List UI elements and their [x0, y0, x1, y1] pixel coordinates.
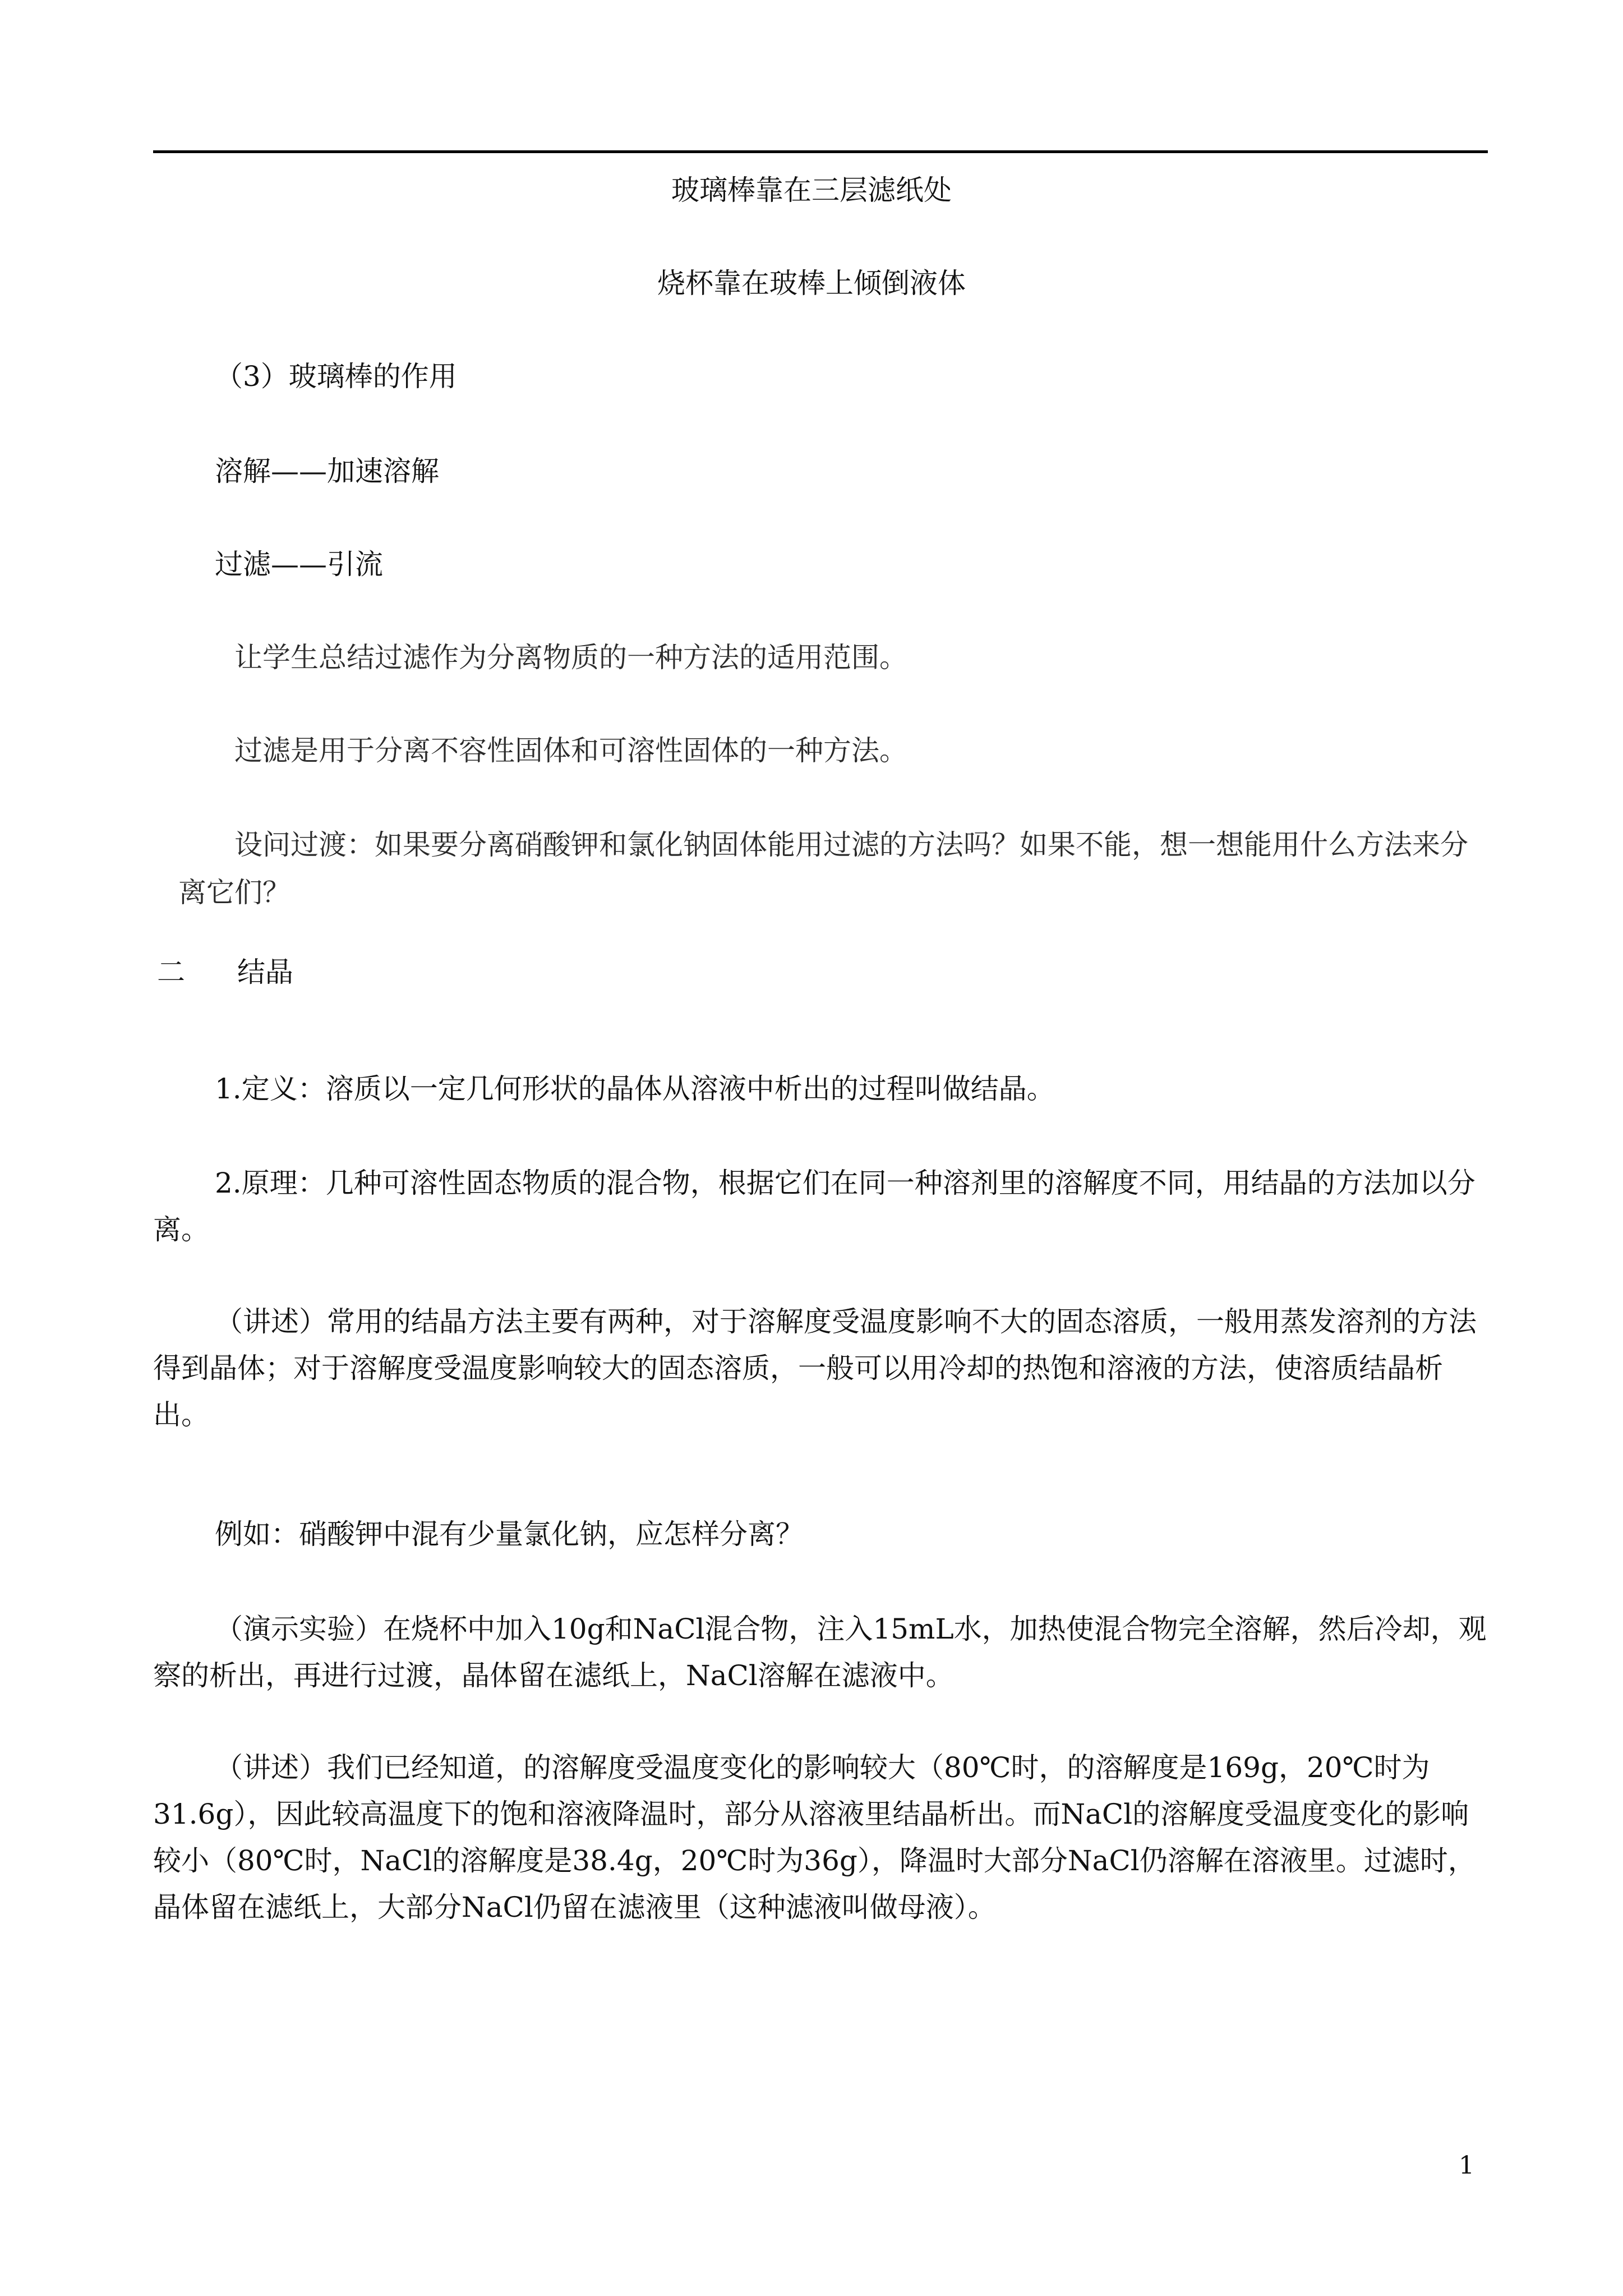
header-rule	[153, 150, 1488, 153]
paragraph: 2.原理：几种可溶性固态物质的混合物，根据它们在同一种溶剂里的溶解度不同，用结晶的方法加以分离。	[153, 1167, 1476, 1246]
text-line: 离它们？	[178, 876, 291, 909]
text-line: 溶解——加速溶解	[215, 455, 439, 487]
section-number: 二	[157, 956, 185, 988]
subheading: （3）玻璃棒的作用	[215, 360, 457, 393]
text-line: 设问过渡：如果要分离硝酸钾和氯化钠固体能用过滤的方法吗？如果不能，想一想能用什么方法来分	[234, 829, 1468, 861]
text-line: 玻璃棒靠在三层滤纸处	[671, 174, 952, 206]
text-line: 过滤是用于分离不容性固体和可溶性固体的一种方法。	[234, 734, 907, 767]
section-title: 结晶	[237, 956, 293, 988]
text-line: 烧杯靠在玻棒上倾倒液体	[657, 267, 966, 300]
paragraph: 1.定义：溶质以一定几何形状的晶体从溶液中析出的过程叫做结晶。	[215, 1073, 1055, 1105]
paragraph: （讲述）我们已经知道，的溶解度受温度变化的影响较大（80℃时，的溶解度是169g，20℃时为31.6g），因此较高温度下的饱和溶液降温时，部分从溶液里结晶析出。而NaCl的溶解度受温度变化的影响较小（80℃时，NaCl的溶解度是38.4g，20℃时为36g），降温时大部分NaCl仍溶解在溶液里。过滤时，晶体留在滤纸上，大部分NaCl仍留在滤液里（这种滤液叫做母液）。	[153, 1751, 1476, 1924]
paragraph: 例如：硝酸钾中混有少量氯化钠，应怎样分离？	[215, 1518, 804, 1550]
text-line: 让学生总结过滤作为分离物质的一种方法的适用范围。	[234, 641, 907, 674]
paragraph: （演示实验）在烧杯中加入10g和NaCl混合物，注入15mL水，加热使混合物完全溶解，然后冷却，观察的析出，再进行过渡，晶体留在滤纸上，NaCl溶解在滤液中。	[153, 1613, 1487, 1692]
text-line: 过滤——引流	[215, 548, 383, 581]
page-number: 1	[1459, 2151, 1474, 2180]
paragraph: （讲述）常用的结晶方法主要有两种，对于溶解度受温度影响不大的固态溶质，一般用蒸发溶剂的方法得到晶体；对于溶解度受温度影响较大的固态溶质，一般可以用冷却的热饱和溶液的方法，使溶质结晶析出。	[153, 1305, 1477, 1431]
